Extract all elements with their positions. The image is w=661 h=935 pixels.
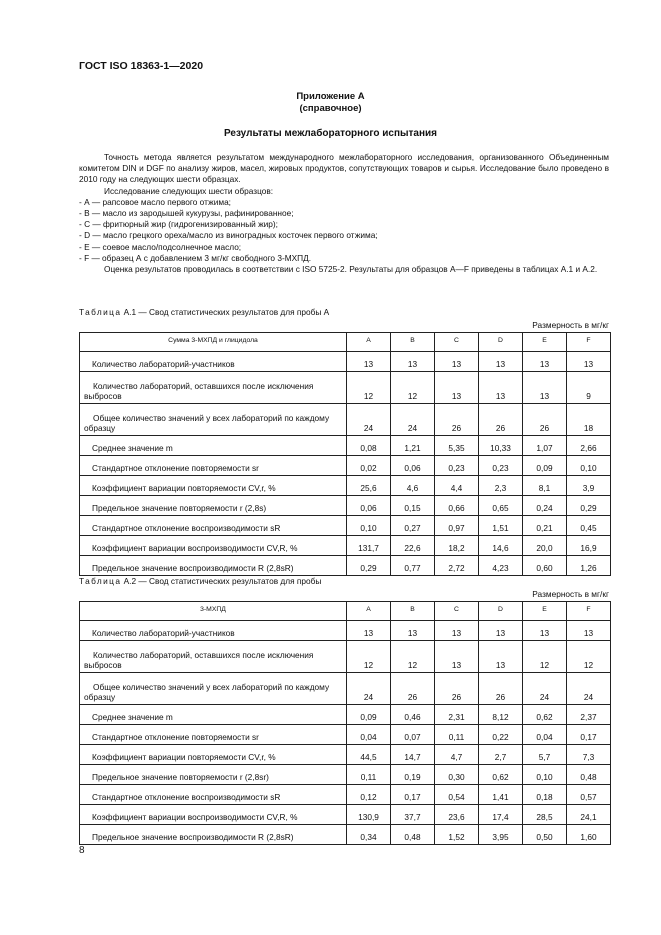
table-row: [80, 673, 611, 705]
table-cell: 0,22: [479, 725, 523, 745]
table-cell: 2,72: [435, 556, 479, 576]
table-cell: 18: [567, 404, 611, 436]
table-cell: 0,23: [479, 456, 523, 476]
table-header-cell: С: [435, 602, 479, 621]
table-cell: 26: [435, 404, 479, 436]
row-label: Коэффициент вариации повторяемости CV,r, %: [80, 476, 347, 496]
table-cell: 0,07: [391, 725, 435, 745]
row-label: Количество лабораторий, оставшихся после исключения выбросов: [80, 641, 347, 673]
table-cell: 12: [391, 641, 435, 673]
table-cell: 2,37: [567, 705, 611, 725]
table-cell: 0,34: [347, 825, 391, 845]
table-cell: 12: [391, 372, 435, 404]
table-row: [80, 516, 611, 536]
table-cell: 44,5: [347, 745, 391, 765]
table-cell: 22,6: [391, 536, 435, 556]
table-cell: 0,09: [523, 456, 567, 476]
row-label: Среднее значение m: [80, 436, 347, 456]
table-header-row: [80, 333, 611, 352]
row-label: Предельное значение воспроизводимости R (2,8sR): [80, 825, 347, 845]
table-cell: 13: [435, 621, 479, 641]
table-row: [80, 785, 611, 805]
list-item: - D — масло грецкого ореха/масло из виноградных косточек первого отжима;: [79, 230, 378, 241]
table-cell: 24: [347, 404, 391, 436]
table-row: [80, 825, 611, 845]
table1-units: Размерность в мг/кг: [532, 320, 609, 330]
table-cell: 0,04: [523, 725, 567, 745]
table-header-cell: Сумма 3-МХПД и глицидола: [80, 333, 347, 352]
table-cell: 0,17: [391, 785, 435, 805]
table-cell: 13: [435, 352, 479, 372]
table2-caption-text: А.2 — Свод статистических результатов для пробы: [121, 576, 322, 586]
row-label: Стандартное отклонение воспроизводимости sR: [80, 785, 347, 805]
table-cell: 0,60: [523, 556, 567, 576]
table-cell: 0,62: [523, 705, 567, 725]
table1-caption: [79, 307, 329, 317]
table-cell: 13: [391, 352, 435, 372]
table-cell: 2,31: [435, 705, 479, 725]
table-cell: 131,7: [347, 536, 391, 556]
table-cell: 24: [347, 673, 391, 705]
table-cell: 3,95: [479, 825, 523, 845]
table-header-cell: F: [567, 602, 611, 621]
row-label: Количество лабораторий-участников: [80, 621, 347, 641]
row-label: Общее количество значений у всех лабораторий по каждому образцу: [80, 673, 347, 705]
row-label: Предельное значение повторяемости r (2,8s): [80, 496, 347, 516]
table-header-row: [80, 602, 611, 621]
table-cell: 12: [347, 372, 391, 404]
table-row: [80, 352, 611, 372]
table-cell: 13: [347, 621, 391, 641]
body-text: [79, 152, 609, 275]
row-label: Стандартное отклонение повторяемости sr: [80, 725, 347, 745]
table-cell: 0,66: [435, 496, 479, 516]
table-cell: 0,97: [435, 516, 479, 536]
row-label: Стандартное отклонение воспроизводимости sR: [80, 516, 347, 536]
row-label: Предельное значение воспроизводимости R (2,8sR): [80, 556, 347, 576]
table-cell: 1,26: [567, 556, 611, 576]
table-cell: 13: [391, 621, 435, 641]
table-cell: 0,77: [391, 556, 435, 576]
page-number: 8: [79, 845, 85, 856]
row-label: Предельное значение повторяемости r (2,8sr): [80, 765, 347, 785]
table-row: [80, 404, 611, 436]
table-cell: 0,11: [435, 725, 479, 745]
table1-caption-label: Таблица: [79, 307, 122, 317]
table-cell: 26: [479, 673, 523, 705]
table-cell: 13: [523, 372, 567, 404]
table-cell: 1,52: [435, 825, 479, 845]
table-cell: 0,18: [523, 785, 567, 805]
table-cell: 0,48: [567, 765, 611, 785]
table-row: [80, 641, 611, 673]
table-cell: 8,12: [479, 705, 523, 725]
table-cell: 12: [523, 641, 567, 673]
table-cell: 13: [479, 352, 523, 372]
table-row: [80, 805, 611, 825]
list-item: - В — масло из зародышей кукурузы, рафинированное;: [79, 208, 294, 219]
table-cell: 2,7: [479, 745, 523, 765]
table2-units: Размерность в мг/кг: [532, 589, 609, 599]
table-cell: 1,41: [479, 785, 523, 805]
row-label: Среднее значение m: [80, 705, 347, 725]
appendix-title: [0, 91, 661, 115]
table-cell: 17,4: [479, 805, 523, 825]
table-header-cell: Е: [523, 333, 567, 352]
table-cell: 0,10: [523, 765, 567, 785]
table-cell: 2,3: [479, 476, 523, 496]
table-cell: 13: [567, 621, 611, 641]
table-row: [80, 536, 611, 556]
table-header-cell: В: [391, 333, 435, 352]
list-item: - А — рапсовое масло первого отжима;: [79, 196, 231, 207]
table-cell: 0,30: [435, 765, 479, 785]
table-cell: 26: [391, 673, 435, 705]
table-cell: 1,51: [479, 516, 523, 536]
table-cell: 8,1: [523, 476, 567, 496]
table-cell: 23,6: [435, 805, 479, 825]
table-header-cell: D: [479, 602, 523, 621]
table-cell: 0,48: [391, 825, 435, 845]
table-cell: 0,23: [435, 456, 479, 476]
table1-caption-text: А.1 — Свод статистических результатов для пробы А: [121, 307, 330, 317]
table-cell: 0,24: [523, 496, 567, 516]
table-cell: 4,4: [435, 476, 479, 496]
table-cell: 0,06: [347, 496, 391, 516]
table-cell: 13: [435, 372, 479, 404]
table-cell: 25,6: [347, 476, 391, 496]
table-cell: 26: [523, 404, 567, 436]
document-header: ГОСТ ISO 18363-1—2020: [79, 60, 204, 72]
list-item: - F — образец А с добавлением 3 мг/кг свободного 3-МХПД.: [79, 252, 312, 263]
table-cell: 12: [567, 641, 611, 673]
table2-caption-label: Таблица: [79, 576, 122, 586]
table-cell: 0,15: [391, 496, 435, 516]
row-label: Коэффициент вариации воспроизводимости CV,R, %: [80, 805, 347, 825]
table2-caption: [79, 576, 321, 586]
table-cell: 12: [347, 641, 391, 673]
table-header-cell: А: [347, 602, 391, 621]
table-header-cell: D: [479, 333, 523, 352]
table-cell: 4,23: [479, 556, 523, 576]
table-cell: 0,09: [347, 705, 391, 725]
table-cell: 28,5: [523, 805, 567, 825]
table-cell: 0,10: [347, 516, 391, 536]
paragraph-samples: Исследование следующих шести образцов:: [104, 185, 274, 196]
table2: [79, 601, 611, 845]
table-cell: 24: [523, 673, 567, 705]
table-cell: 0,21: [523, 516, 567, 536]
table-cell: 0,06: [391, 456, 435, 476]
table-cell: 20,0: [523, 536, 567, 556]
table-cell: 0,12: [347, 785, 391, 805]
row-label: Количество лабораторий, оставшихся после исключения выбросов: [80, 372, 347, 404]
appendix-label: Приложение А: [296, 91, 365, 102]
table-cell: 0,57: [567, 785, 611, 805]
table-cell: 14,7: [391, 745, 435, 765]
table-row: [80, 372, 611, 404]
table-row: [80, 456, 611, 476]
table-cell: 2,66: [567, 436, 611, 456]
table-header-cell: 3-МХПД: [80, 602, 347, 621]
table-cell: 13: [435, 641, 479, 673]
table-cell: 0,19: [391, 765, 435, 785]
table-cell: 0,62: [479, 765, 523, 785]
table-cell: 37,7: [391, 805, 435, 825]
table-row: [80, 476, 611, 496]
table-row: [80, 556, 611, 576]
table-cell: 0,11: [347, 765, 391, 785]
section-title: Результаты межлабораторного испытания: [223, 128, 438, 139]
table-cell: 1,21: [391, 436, 435, 456]
table-cell: 1,60: [567, 825, 611, 845]
table-cell: 9: [567, 372, 611, 404]
table-row: [80, 621, 611, 641]
table-row: [80, 436, 611, 456]
paragraph-evaluation: Оценка результатов проводилась в соответствии с ISO 5725-2. Результаты для образцов А—F приведены в таблицах А.1 и А.2.: [104, 264, 598, 275]
table-row: [80, 725, 611, 745]
table-cell: 0,50: [523, 825, 567, 845]
table-cell: 24: [567, 673, 611, 705]
table-header-cell: А: [347, 333, 391, 352]
table-cell: 0,29: [347, 556, 391, 576]
table-cell: 0,10: [567, 456, 611, 476]
table-cell: 0,17: [567, 725, 611, 745]
table-cell: 13: [523, 352, 567, 372]
row-label: Стандартное отклонение повторяемости sr: [80, 456, 347, 476]
table-cell: 10,33: [479, 436, 523, 456]
list-item: - Е — соевое масло/подсолнечное масло;: [79, 241, 242, 252]
table-cell: 0,46: [391, 705, 435, 725]
table-header-cell: F: [567, 333, 611, 352]
table-cell: 0,27: [391, 516, 435, 536]
table-header-cell: В: [391, 602, 435, 621]
paragraph-intro: Точность метода является результатом международного межлабораторного исследования, организованного Объединенным комитетом DIN и DGF по анализу жиров, масел, жировых продуктов, сопутствующих товаров и сырья. Исследование было проведено в 2010 году на следующих шести образцах.: [79, 152, 609, 185]
row-label: Коэффициент вариации повторяемости CV,r, %: [80, 745, 347, 765]
table-cell: 13: [567, 352, 611, 372]
table1: [79, 332, 611, 576]
table-cell: 0,08: [347, 436, 391, 456]
table-cell: 7,3: [567, 745, 611, 765]
table-header-cell: С: [435, 333, 479, 352]
table-cell: 26: [435, 673, 479, 705]
table-cell: 3,9: [567, 476, 611, 496]
table-cell: 5,7: [523, 745, 567, 765]
table-cell: 13: [479, 641, 523, 673]
row-label: Количество лабораторий-участников: [80, 352, 347, 372]
row-label: Общее количество значений у всех лабораторий по каждому образцу: [80, 404, 347, 436]
list-item: - С — фритюрный жир (гидрогенизированный жир);: [79, 219, 278, 230]
table-cell: 13: [523, 621, 567, 641]
table-row: [80, 745, 611, 765]
table-cell: 13: [479, 372, 523, 404]
table-cell: 18,2: [435, 536, 479, 556]
table-cell: 0,54: [435, 785, 479, 805]
table-cell: 0,02: [347, 456, 391, 476]
table-row: [80, 765, 611, 785]
table-cell: 4,6: [391, 476, 435, 496]
table-cell: 5,35: [435, 436, 479, 456]
table-cell: 13: [347, 352, 391, 372]
table-header-cell: Е: [523, 602, 567, 621]
table-cell: 0,65: [479, 496, 523, 516]
table-cell: 0,29: [567, 496, 611, 516]
table-cell: 0,04: [347, 725, 391, 745]
table-cell: 16,9: [567, 536, 611, 556]
table-cell: 13: [479, 621, 523, 641]
table-cell: 26: [479, 404, 523, 436]
table-cell: 24,1: [567, 805, 611, 825]
table-cell: 14,6: [479, 536, 523, 556]
table-cell: 130,9: [347, 805, 391, 825]
table-row: [80, 496, 611, 516]
table-cell: 24: [391, 404, 435, 436]
row-label: Коэффициент вариации воспроизводимости CV,R, %: [80, 536, 347, 556]
table-cell: 0,45: [567, 516, 611, 536]
table-cell: 4,7: [435, 745, 479, 765]
table-row: [80, 705, 611, 725]
appendix-subtitle: (справочное): [299, 103, 362, 114]
table-cell: 1,07: [523, 436, 567, 456]
